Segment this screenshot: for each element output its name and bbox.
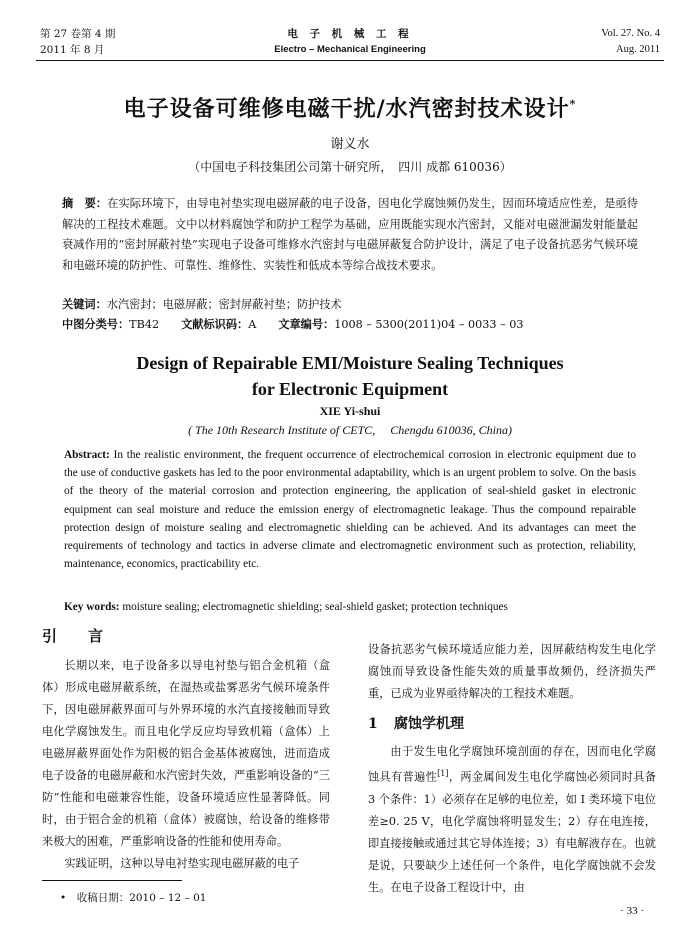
abstract-en xyxy=(64,446,636,573)
date-en: Aug. 2011 xyxy=(616,44,660,55)
section-1-paragraph xyxy=(368,741,656,899)
section-1-text-b: ，两金属间发生电化学腐蚀必须同时具备 3 个条件：1）必须存在足够的电位差，如 I 类环境下电位差≥0. 25 V，电化学腐蚀将明显发生；2）存在电连接，即直接接触或通过其它导体连接；3）有电解液存在。也就是说，只要缺少上述任何一个条件，电化学腐蚀就不会发生。在电子设备工程设计中，由 xyxy=(368,770,656,894)
article-label: 文章编号： xyxy=(278,317,335,331)
abstract-zh xyxy=(62,193,638,276)
running-header xyxy=(40,26,660,60)
footnote-rule xyxy=(42,880,182,881)
doccode-label: 文献标识码： xyxy=(181,317,249,331)
classification-line xyxy=(62,314,638,335)
affiliation-en: ( The 10th Research Institute of CETC, Chengdu 610036, China) xyxy=(188,423,512,437)
abstract-en-label: Abstract: xyxy=(64,449,110,461)
keywords-zh-label: 关键词： xyxy=(62,297,107,311)
date-zh: 2011 年 8 月 xyxy=(40,44,105,56)
header-center xyxy=(40,26,660,58)
title-en xyxy=(0,350,700,402)
keywords-zh xyxy=(62,294,638,315)
journal-name-zh: 电 子 机 械 工 程 xyxy=(287,28,413,40)
volume-zh: 第 27 卷第 4 期 xyxy=(40,28,116,40)
intro-paragraph-2: 实践证明，这种以导电衬垫实现电磁屏蔽的电子 xyxy=(64,857,300,870)
doccode-value: A xyxy=(248,318,257,331)
keywords-zh-text: 水汽密封；电磁屏蔽；密封屏蔽衬垫；防护技术 xyxy=(106,298,342,311)
article-value: 1008 – 5300(2011)04 – 0033 – 03 xyxy=(334,318,524,331)
section-1-title: 腐蚀学机理 xyxy=(394,716,464,732)
volume-en: Vol. 27. No. 4 xyxy=(601,28,660,39)
keywords-en-text: moisture sealing; electromagnetic shielding; seal-shield gasket; protection techniques xyxy=(119,601,508,613)
page-number: · 33 · xyxy=(620,905,644,917)
section-1-text-a: 由于发生电化学腐蚀环境剖面的存在，因而电化学腐蚀具有普遍性 xyxy=(368,745,656,784)
class-label: 中图分类号： xyxy=(62,317,130,331)
received-date-footnote: • 收稿日期：2010 – 12 – 01 xyxy=(60,892,207,904)
section-1-number: 1 xyxy=(368,716,378,732)
intro-paragraph-1: 长期以来，电子设备多以导电衬垫与铝合金机箱（盒体）形成电磁屏蔽系统，在湿热或盐雾恶劣气候环境条件下，因电磁屏蔽界面可与外界环境的水汽直接接触而导致电化学腐蚀发生。而且电化学反应均导致机箱（盒体）上电磁屏蔽界面处作为阳极的铝合金基体被腐蚀，进而造成电子设备的电磁屏蔽和水汽密封失效，严重影响设备的“三防”性能和电磁兼容性能，设备环境适应性显著降低。同时，由于铝合金的机箱（盒体）被腐蚀，给设备的维修带来极大的困难，严重影响设备的性能和使用寿命。 xyxy=(42,659,330,848)
keywords-en-label: Key words: xyxy=(64,601,120,613)
title-zh xyxy=(0,92,700,123)
title-en-line1: Design of Repairable EMI/Moisture Sealing Techniques xyxy=(136,353,564,373)
header-right xyxy=(601,26,660,58)
citation-ref: [1] xyxy=(437,769,449,778)
keywords-en xyxy=(64,598,636,616)
continued-paragraph: 设备抗恶劣气候环境适应能力差，因屏蔽结构发生电化学腐蚀而导致设备性能失效的质量事故频仍，经济损失严重，已成为业界亟待解决的工程技术难题。 xyxy=(368,643,656,700)
author-zh: 谢义水 xyxy=(330,137,370,152)
body-column-left xyxy=(42,625,330,875)
title-footnote-mark: * xyxy=(569,97,577,111)
abstract-en-text: In the realistic environment, the frequent occurrence of electrochemical corrosion in electronic equipment due to the use of conductive gaskets has led to the poor environmental adaptability, which is an urgent problem to solve. On the basis of the theory of the material corrosion and protection engineering, the application of seal-shield gasket in electronic equipment can seal moisture and reduce the emission energy of electromagnetic leakage. Thus the compound repairable protection design of moisture sealing and electromagnetic shielding can be achieved. And its advantages can meet the requirements of technology and tactics in adverse climate and electromagnetic environment such as protection, reliability, maintenance, economics, practicability etc. xyxy=(64,449,636,571)
header-rule xyxy=(36,60,664,61)
author-en: XIE Yi-shui xyxy=(319,404,381,418)
journal-name-en: Electro – Mechanical Engineering xyxy=(274,44,426,55)
title-zh-text: 电子设备可维修电磁干扰/水汽密封技术设计 xyxy=(123,96,570,122)
title-en-line2: for Electronic Equipment xyxy=(251,379,449,399)
class-value: TB42 xyxy=(129,318,160,331)
abstract-zh-text: 在实际环境下，由导电衬垫实现电磁屏蔽的电子设备，因电化学腐蚀频仍发生，因而环境适应性差，是亟待解决的工程技术难题。文中以材料腐蚀学和防护工程学为基础，应用既能实现水汽密封，又能对电磁泄漏发射能量起衰减作用的“密封屏蔽衬垫”实现电子设备可维修水汽密封与电磁屏蔽复合防护设计，满足了电子设备抗恶劣气候环境和电磁环境的防护性、可靠性、维修性、实装性和低成本等综合战技术要求。 xyxy=(62,197,638,272)
abstract-zh-label: 摘 要： xyxy=(62,196,108,210)
body-column-right xyxy=(368,639,656,899)
section-heading-intro: 引 言 xyxy=(42,627,112,645)
affiliation-zh: （中国电子科技集团公司第十研究所， 四川 成都 610036） xyxy=(188,160,512,174)
section-heading-1 xyxy=(368,713,656,735)
